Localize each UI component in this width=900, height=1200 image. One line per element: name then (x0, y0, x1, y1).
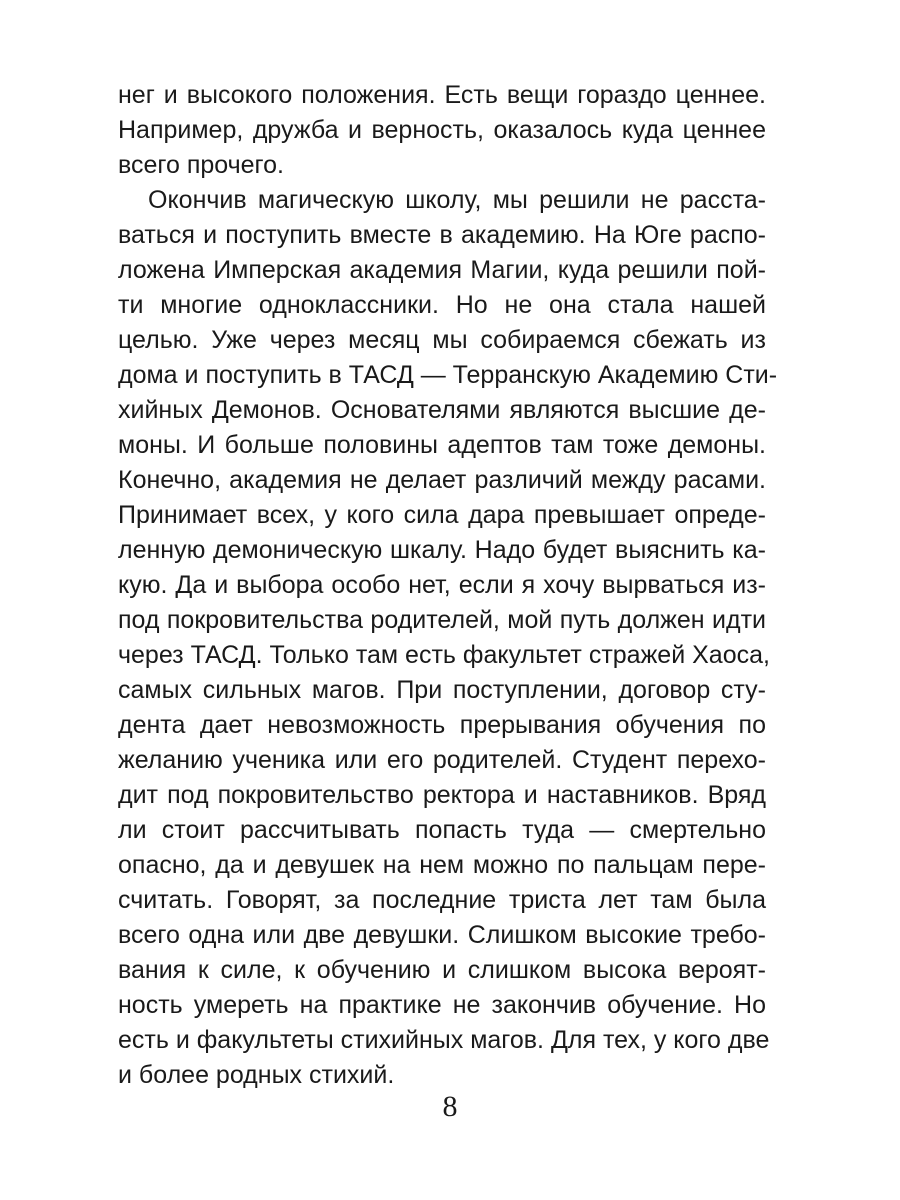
text-line: желанию ученика или его родителей. Студент перехо- (118, 746, 766, 774)
text-line: Конечно, академия не делает различий между расами. (118, 466, 766, 494)
text-line: считать. Говорят, за последние триста лет там была (118, 886, 766, 914)
text-line: Принимает всех, у кого сила дара превышает опреде- (118, 501, 766, 529)
text-line: ти многие одноклассники. Но не она стала нашей (118, 291, 766, 319)
text-line: вания к силе, к обучению и слишком высока вероят- (118, 956, 766, 984)
text-line: всего одна или две девушки. Слишком высокие требо- (118, 921, 766, 949)
text-line: целью. Уже через месяц мы собираемся сбежать из (118, 326, 766, 354)
text-line: самых сильных магов. При поступлении, договор сту- (118, 676, 766, 704)
text-line: опасно, да и девушек на нем можно по пальцам пере- (118, 851, 766, 879)
text-line: моны. И больше половины адептов там тоже демоны. (118, 431, 766, 459)
text-line: через ТАСД. Только там есть факультет стражей Хаоса, (118, 641, 770, 669)
text-line: дит под покровительство ректора и наставников. Вряд (118, 781, 766, 809)
text-line: кую. Да и выбора особо нет, если я хочу вырваться из- (118, 571, 766, 599)
paragraph-first-line: Окончив магическую школу, мы решили не расста- (148, 186, 766, 214)
text-line: и более родных стихий. (118, 1061, 395, 1089)
text-line: есть и факультеты стихийных магов. Для тех, у кого две (118, 1026, 770, 1054)
text-line: ложена Имперская академия Магии, куда решили пой- (118, 256, 766, 284)
text-line: нег и высокого положения. Есть вещи гораздо ценнее. (118, 81, 766, 109)
text-line: ли стоит рассчитывать попасть туда — смертельно (118, 816, 766, 844)
text-line: хийных Демонов. Основателями являются высшие де- (118, 396, 766, 424)
page-number: 8 (442, 1090, 458, 1123)
text-line: дома и поступить в ТАСД — Терранскую Академию Сти- (118, 361, 778, 389)
text-line: под покровительства родителей, мой путь должен идти (118, 606, 766, 634)
text-line: дента дает невозможность прерывания обучения по (118, 711, 766, 739)
body-text (118, 78, 778, 1093)
text-line: ваться и поступить вместе в академию. На Юге распо- (118, 221, 766, 249)
text-line: всего прочего. (118, 151, 284, 179)
text-line: Например, дружба и верность, оказалось куда ценнее (118, 116, 766, 144)
text-line: ность умереть на практике не закончив обучение. Но (118, 991, 766, 1019)
text-line: ленную демоническую шкалу. Надо будет выяснить ка- (118, 536, 766, 564)
